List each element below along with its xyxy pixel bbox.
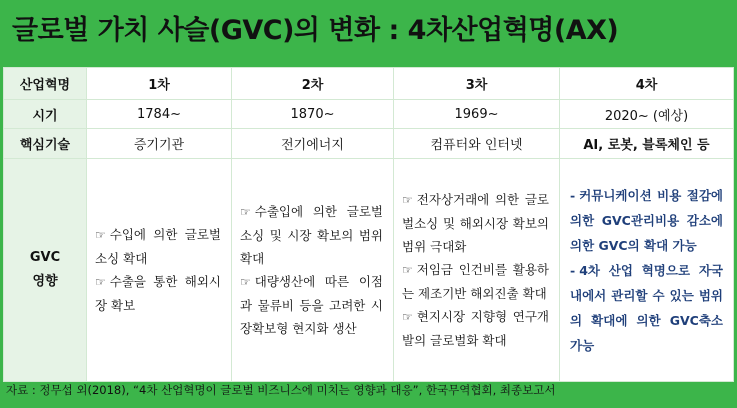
period-4th: 2020~ (예상) — [560, 100, 734, 129]
period-2nd: 1870~ — [232, 100, 394, 129]
dash-bullet: - — [570, 187, 576, 203]
table-header-row — [4, 68, 734, 100]
table-row-impact — [4, 159, 734, 382]
pointing-hand-icon: ☞ — [402, 193, 413, 207]
header-1st: 1차 — [87, 68, 232, 100]
impact-1st — [87, 159, 232, 382]
list-item: ☞ 전자상거래에 의한 글로벌소싱 및 해외시장 확보의 범위 극대화 — [402, 192, 549, 254]
list-item: - 커뮤니케이션 비용 절감에 의한 GVC관리비용 감소에 의한 GVC의 확대 가능 — [570, 187, 723, 253]
list-item: ☞ 저임금 인건비를 활용하는 제조기반 해외진출 확대 — [402, 262, 549, 301]
source-footnote: 자료 : 정무섭 외(2018), “4차 산업혁명이 글로벌 비즈니스에 미치는 영향과 대응”, 한국무역협회, 최종보고서 — [6, 383, 556, 397]
list-item: - 4차 산업 혁명으로 자국 내에서 관리할 수 있는 범위의 확대에 의한 GVC축소 가능 — [570, 262, 723, 353]
header-industrial-revolution: 산업혁명 — [4, 68, 87, 100]
impact-3rd — [394, 159, 560, 382]
tech-2nd: 전기에너지 — [232, 129, 394, 159]
row-label-tech: 핵심기술 — [4, 129, 87, 159]
header-4th: 4차 — [560, 68, 734, 100]
tech-1st: 증기기관 — [87, 129, 232, 159]
pointing-hand-icon: ☞ — [402, 310, 413, 324]
period-1st: 1784~ — [87, 100, 232, 129]
impact-4th — [560, 159, 734, 382]
list-item: ☞ 수입에 의한 글로벌 소싱 확대 — [95, 227, 221, 266]
row-label-impact-line1: GVC — [29, 250, 61, 265]
table-row-period — [4, 100, 734, 129]
dash-bullet: - — [570, 262, 576, 278]
pointing-hand-icon: ☞ — [402, 263, 413, 277]
row-label-period: 시기 — [4, 100, 87, 129]
header-3rd: 3차 — [394, 68, 560, 100]
pointing-hand-icon: ☞ — [95, 228, 106, 242]
list-item: ☞ 수출을 통한 해외시장 확보 — [95, 274, 221, 313]
list-item: ☞ 수출입에 의한 글로벌 소싱 및 시장 확보의 범위 확대 — [240, 204, 383, 266]
period-3rd: 1969~ — [394, 100, 560, 129]
header-2nd: 2차 — [232, 68, 394, 100]
table-row-tech — [4, 129, 734, 159]
gvc-comparison-table — [3, 67, 734, 382]
pointing-hand-icon: ☞ — [240, 275, 251, 289]
tech-4th: AI, 로봇, 블록체인 등 — [560, 129, 734, 159]
tech-3rd: 컴퓨터와 인터넷 — [394, 129, 560, 159]
list-item: ☞ 현지시장 지향형 연구개발의 글로벌화 확대 — [402, 309, 549, 348]
page-title: 글로벌 가치 사슬(GVC)의 변화 : 4차산업혁명(AX) — [12, 15, 619, 46]
pointing-hand-icon: ☞ — [240, 205, 251, 219]
impact-2nd — [232, 159, 394, 382]
row-label-impact — [4, 159, 87, 382]
pointing-hand-icon: ☞ — [95, 275, 106, 289]
row-label-impact-line2: 영향 — [32, 274, 58, 289]
list-item: ☞ 대량생산에 따른 이점과 물류비 등을 고려한 시장확보형 현지화 생산 — [240, 274, 383, 336]
